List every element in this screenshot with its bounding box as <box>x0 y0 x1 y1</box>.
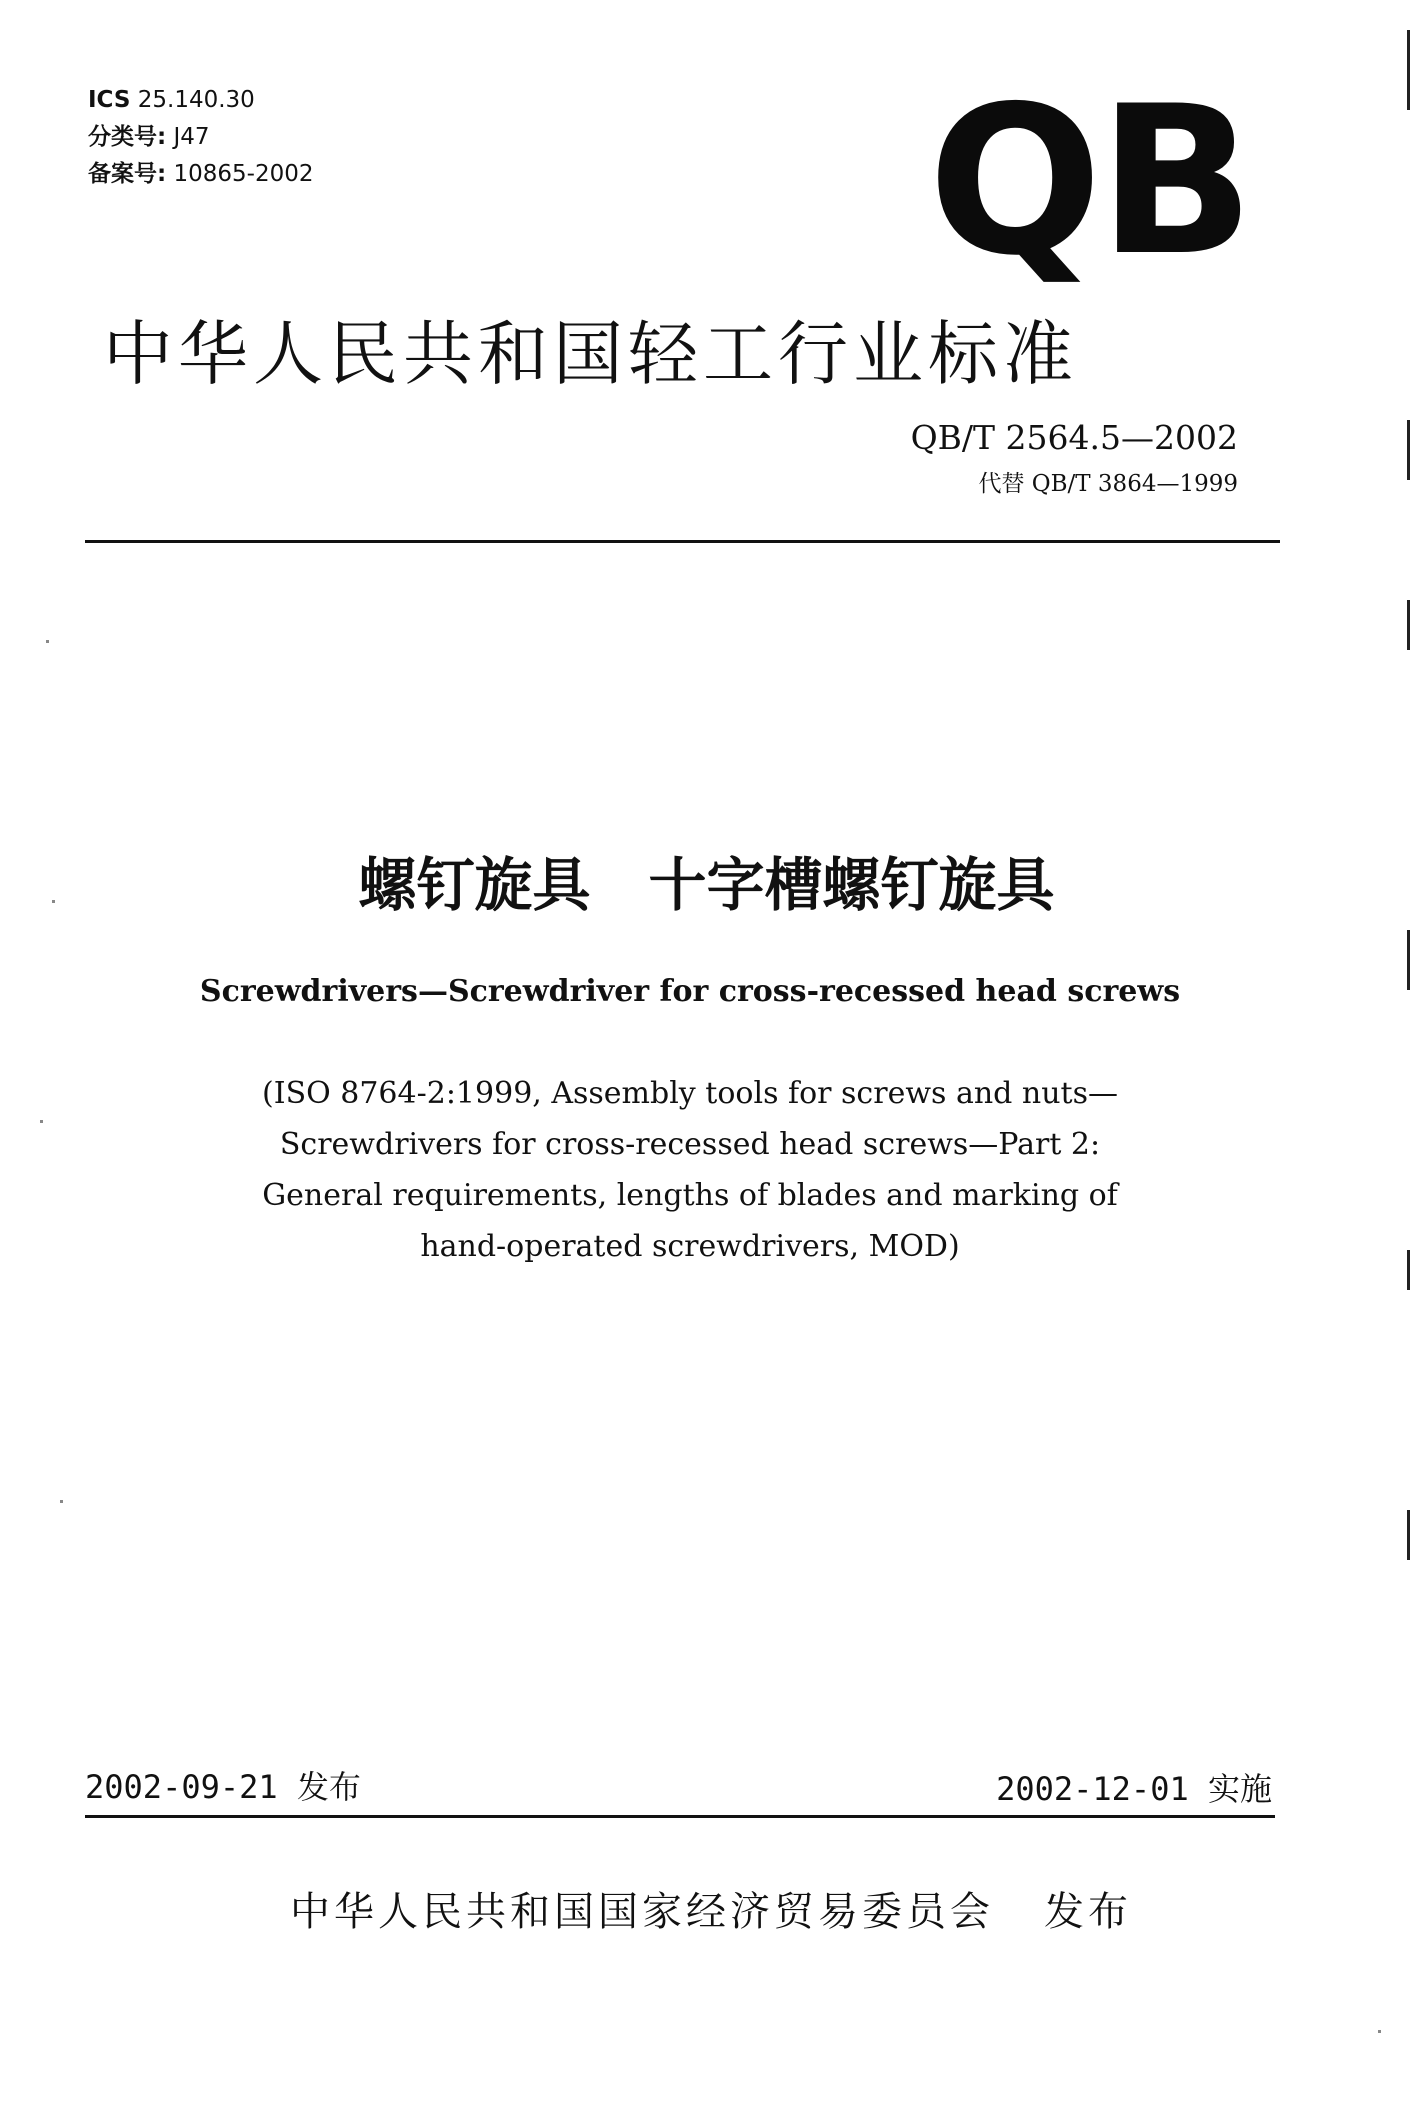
record-value: 10865-2002 <box>173 161 314 187</box>
iso-reference-line: hand-operated screwdrivers, MOD) <box>420 1229 960 1264</box>
qb-logo: QB <box>928 63 1251 301</box>
iso-reference-line: General requirements, lengths of blades and marking of <box>262 1178 1118 1213</box>
replaces-standard: 代替 QB/T 3864—1999 <box>978 471 1238 497</box>
standard-number: QB/T 2564.5—2002 <box>910 418 1238 457</box>
footer-divider <box>85 1815 1275 1818</box>
document-title-cn: 螺钉旋具 十字槽螺钉旋具 <box>358 851 1055 919</box>
ics-value: 25.140.30 <box>137 87 255 113</box>
iso-reference <box>0 1068 1380 1272</box>
scan-edge-mark <box>1407 930 1410 990</box>
industry-standard-title: 中华人民共和国轻工行业标准 <box>103 313 1078 395</box>
scan-speck <box>60 1500 63 1503</box>
scan-edge-mark <box>1407 1250 1410 1290</box>
class-value: J47 <box>173 124 210 150</box>
ics-row <box>88 82 314 119</box>
scan-speck <box>52 900 55 903</box>
record-row <box>88 156 314 193</box>
scan-edge-mark <box>1407 1510 1410 1560</box>
document-title-en: Screwdrivers—Screwdriver for cross-recessed head screws <box>199 974 1181 1009</box>
issue-date: 2002-09-21 发布 <box>85 1768 361 1806</box>
ics-label: ICS <box>88 87 131 113</box>
scan-edge-mark <box>1407 600 1410 650</box>
scan-speck <box>1378 2030 1381 2033</box>
class-row <box>88 119 314 156</box>
implementation-date: 2002-12-01 实施 <box>996 1770 1272 1808</box>
scan-speck <box>40 1120 43 1123</box>
class-label: 分类号: <box>88 124 167 150</box>
scan-edge-mark <box>1407 30 1410 110</box>
iso-reference-line: Screwdrivers for cross-recessed head screws—Part 2: <box>279 1127 1101 1162</box>
issuing-authority <box>290 1880 1132 1937</box>
record-label: 备案号: <box>88 161 167 187</box>
issuer-action: 发布 <box>1044 1889 1132 1935</box>
issuer-name: 中华人民共和国国家经济贸易委员会 <box>290 1889 994 1935</box>
iso-reference-line: (ISO 8764-2:1999, Assembly tools for screws and nuts— <box>262 1076 1118 1111</box>
classification-block <box>88 82 314 193</box>
header-divider <box>85 540 1280 543</box>
scan-speck <box>46 640 49 643</box>
scan-edge-mark <box>1407 420 1410 480</box>
